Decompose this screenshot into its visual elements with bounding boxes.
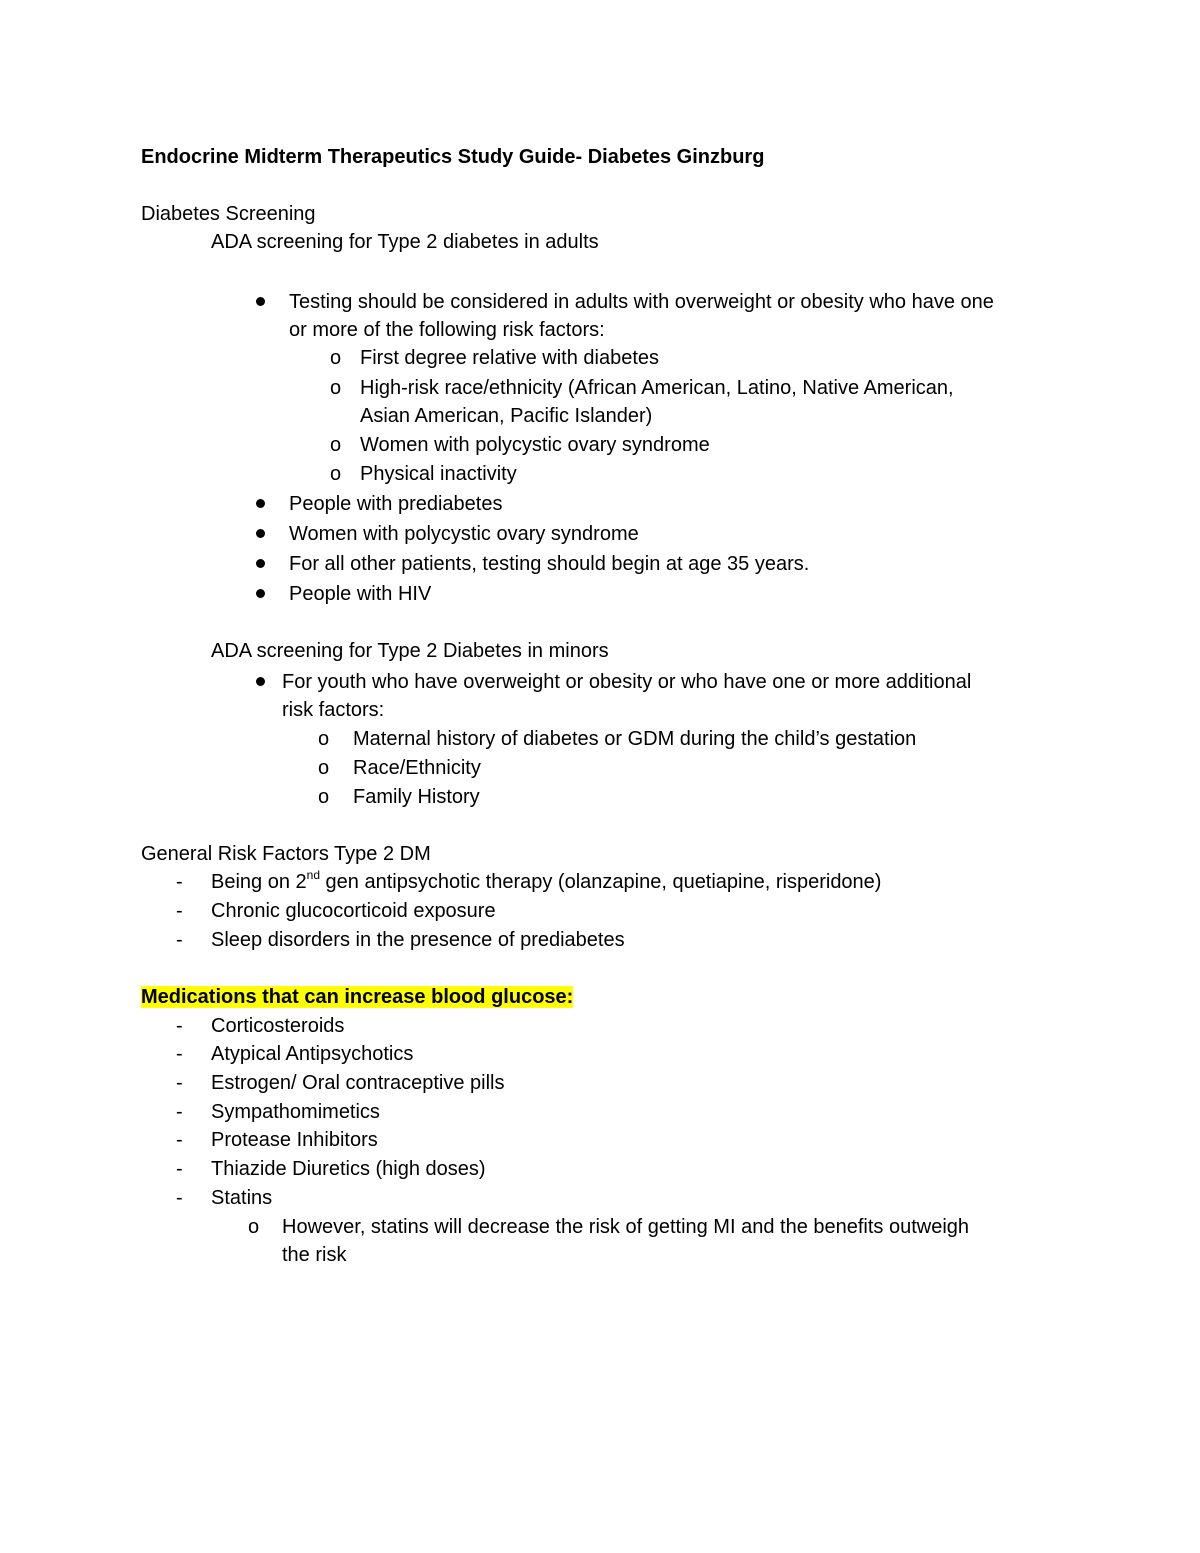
dash-bullet-icon: -	[176, 929, 183, 951]
document-title: Endocrine Midterm Therapeutics Study Guide- Diabetes Ginzburg	[141, 146, 765, 168]
bullet-icon	[256, 529, 265, 538]
sub-list-item: First degree relative with diabetes	[360, 347, 660, 369]
circle-bullet-icon: o	[330, 434, 342, 456]
sub-list-item: Maternal history of diabetes or GDM during the child’s gestation	[353, 728, 917, 750]
list-item-continuation: risk factors:	[282, 699, 385, 721]
section-heading-general-risk: General Risk Factors Type 2 DM	[141, 843, 431, 865]
list-item	[211, 870, 881, 894]
subsection-heading-adults: ADA screening for Type 2 diabetes in adults	[211, 231, 599, 253]
sub-list-item: Race/Ethnicity	[353, 757, 481, 779]
sub-list-item: Physical inactivity	[360, 463, 517, 485]
list-item-continuation: or more of the following risk factors:	[289, 319, 605, 341]
dash-bullet-icon: -	[176, 1101, 183, 1123]
section-heading-screening: Diabetes Screening	[141, 203, 316, 225]
list-item-text: Being on 2	[211, 871, 307, 893]
sub-list-item: Family History	[353, 786, 480, 808]
list-item: Atypical Antipsychotics	[211, 1043, 414, 1065]
circle-bullet-icon: o	[248, 1216, 260, 1238]
list-item-text: gen antipsychotic therapy (olanzapine, quetiapine, risperidone)	[320, 871, 882, 893]
list-item: Protease Inhibitors	[211, 1129, 378, 1151]
circle-bullet-icon: o	[330, 463, 342, 485]
circle-bullet-icon: o	[318, 757, 330, 779]
dash-bullet-icon: -	[176, 1129, 183, 1151]
circle-bullet-icon: o	[330, 347, 342, 369]
sub-list-item-continuation: Asian American, Pacific Islander)	[360, 405, 653, 427]
dash-bullet-icon: -	[176, 1072, 183, 1094]
bullet-icon	[256, 297, 265, 306]
dash-bullet-icon: -	[176, 871, 183, 893]
list-item: People with prediabetes	[289, 493, 503, 515]
list-item: Testing should be considered in adults with overweight or obesity who have one	[289, 291, 994, 313]
bullet-icon	[256, 499, 265, 508]
dash-bullet-icon: -	[176, 1187, 183, 1209]
list-item: Women with polycystic ovary syndrome	[289, 523, 639, 545]
sub-list-item: Women with polycystic ovary syndrome	[360, 434, 710, 456]
dash-bullet-icon: -	[176, 1043, 183, 1065]
list-item: People with HIV	[289, 583, 432, 605]
dash-bullet-icon: -	[176, 1015, 183, 1037]
sub-list-item: High-risk race/ethnicity (African American, Latino, Native American,	[360, 377, 954, 399]
circle-bullet-icon: o	[330, 377, 342, 399]
list-item: Thiazide Diuretics (high doses)	[211, 1158, 486, 1180]
highlighted-heading: Medications that can increase blood glucose:	[141, 986, 574, 1008]
dash-bullet-icon: -	[176, 1158, 183, 1180]
list-item: Chronic glucocorticoid exposure	[211, 900, 496, 922]
list-item: Statins	[211, 1187, 273, 1209]
sub-list-item: However, statins will decrease the risk of getting MI and the benefits outweigh	[282, 1216, 970, 1238]
circle-bullet-icon: o	[318, 728, 330, 750]
list-item: Corticosteroids	[211, 1015, 345, 1037]
circle-bullet-icon: o	[318, 786, 330, 808]
bullet-icon	[256, 589, 265, 598]
dash-bullet-icon: -	[176, 900, 183, 922]
section-heading-medications	[141, 985, 573, 1009]
list-item: For all other patients, testing should begin at age 35 years.	[289, 553, 810, 575]
bullet-icon	[256, 677, 265, 686]
bullet-icon	[256, 559, 265, 568]
ordinal-suffix: nd	[306, 868, 320, 882]
list-item: Sympathomimetics	[211, 1101, 380, 1123]
list-item: For youth who have overweight or obesity or who have one or more additional	[282, 671, 972, 693]
list-item: Estrogen/ Oral contraceptive pills	[211, 1072, 505, 1094]
subsection-heading-minors: ADA screening for Type 2 Diabetes in minors	[211, 640, 609, 662]
list-item: Sleep disorders in the presence of prediabetes	[211, 929, 625, 951]
sub-list-item-continuation: the risk	[282, 1244, 347, 1266]
